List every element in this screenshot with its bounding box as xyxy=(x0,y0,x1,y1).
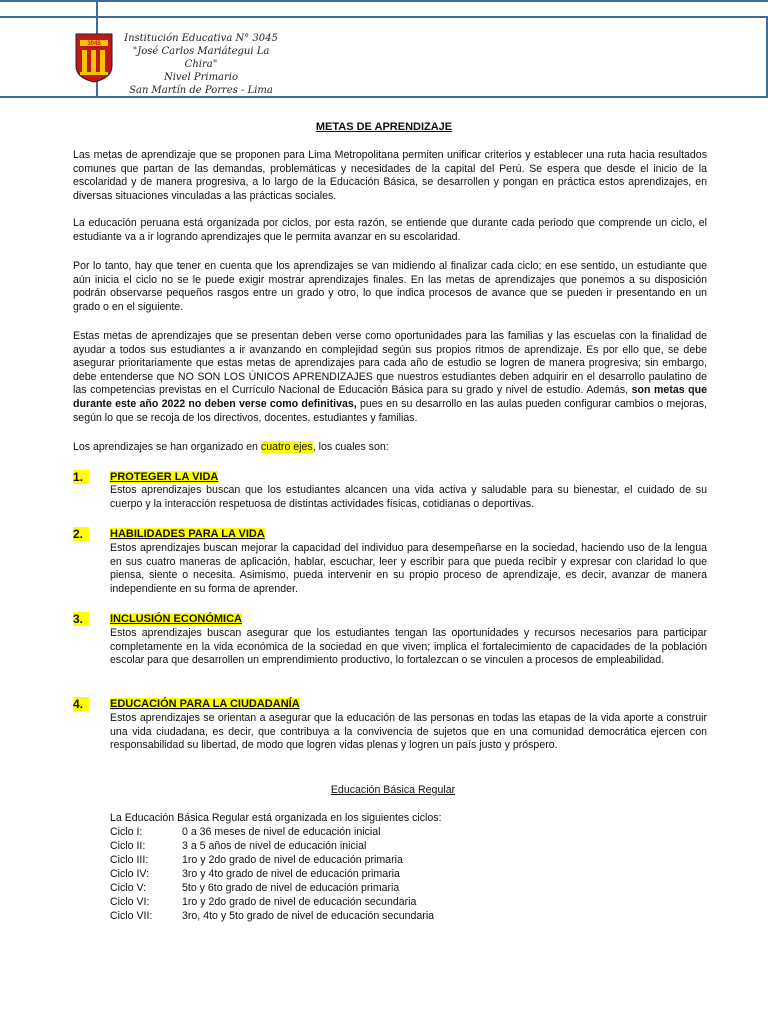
section-2-body: Estos aprendizajes buscan mejorar la capacidad del individuo para desempeñarse en la sociedad, haciendo uso de la lengua en sus cuatro maneras de aplicación, hablar, escuchar, leer y escribir para que pueda recibir y expresar con claridad lo que piensa, siente o necesita. Asimismo, pueda intervenir en su propio proceso de aprendizaje, es decir, avanzar de manera independiente en su forma de aprender. xyxy=(110,542,707,595)
list-item xyxy=(110,895,434,909)
ciclo-desc: 1ro y 2do grado de nivel de educación secundaria xyxy=(182,896,417,908)
logo-number: 3045 xyxy=(87,41,101,47)
ciclo-name: Ciclo VII: xyxy=(110,910,153,922)
ciclo-desc: 3ro y 4to grado de nivel de educación primaria xyxy=(182,868,400,880)
section-1-body: Estos aprendizajes buscan que los estudiantes alcancen una vida activa y saludable para su bienestar, el cuidado de su cuerpo y la interacción respetuosa de distintas actividades físicas, cotidianas o deportivas. xyxy=(110,484,707,510)
paragraph-5-text-c: , los cuales son: xyxy=(312,441,389,453)
school-line-3: Nivel Primario xyxy=(163,72,239,83)
section-2-title: HABILIDADES PARA LA VIDA xyxy=(110,528,265,540)
paragraph-4-bold: son metas que durante este año 2022 no deben verse como definitivas, xyxy=(73,384,707,410)
document-header xyxy=(0,0,768,100)
ciclo-name: Ciclo I: xyxy=(110,826,143,838)
ciclo-desc: 0 a 36 meses de nivel de educación inicial xyxy=(182,826,381,838)
section-3-number: 3. xyxy=(73,612,89,626)
section-2-number: 2. xyxy=(73,527,89,541)
page-title: METAS DE APRENDIZAJE xyxy=(315,121,453,133)
section-4-body: Estos aprendizajes se orientan a asegurar que la educación de las personas en todas las etapas de la vida aporte a construir una vida ciudadana, es decir, que contribuya a la convivencia de sujetos que en una comunidad democrática ejercen con responsabilidad su libertad, de modo que logren vidas plenas y logren un país justo y próspero. xyxy=(110,712,707,752)
ciclo-name: Ciclo IV: xyxy=(110,868,150,880)
section-3-body: Estos aprendizajes buscan asegurar que los estudiantes tengan las oportunidades y recursos necesarios para participar completamente en la vida económica de la sociedad en que viven; implica el fortalecimiento de capacidades de la población escolar para que desarrollen un emprendimiento productivo, lo fortalezcan o se vinculen a procesos de empleabilidad. xyxy=(110,627,707,667)
section-4-title: EDUCACIÓN PARA LA CIUDADANÍA xyxy=(110,698,300,710)
paragraph-2: La educación peruana está organizada por ciclos, por esta razón, se entiende que durante cada periodo que comprende un ciclo, el estudiante va a ir logrando aprendizajes que le permita avanzar en su escolaridad. xyxy=(73,217,707,243)
school-name-block xyxy=(116,32,286,97)
ciclos-list xyxy=(110,825,434,923)
header-border-mid xyxy=(0,16,768,18)
section-3-title: INCLUSIÓN ECONÓMICA xyxy=(110,613,242,625)
section-4-number: 4. xyxy=(73,697,89,711)
list-item xyxy=(110,867,434,881)
school-line-2: "José Carlos Mariátegui La Chira" xyxy=(132,46,270,70)
school-line-4: San Martín de Porres - Lima xyxy=(129,85,273,96)
ciclo-name: Ciclo V: xyxy=(110,882,147,894)
school-logo-icon xyxy=(74,32,114,84)
list-item xyxy=(110,853,434,867)
paragraph-5-highlight: cuatro ejes xyxy=(260,441,313,453)
ciclo-desc: 3 a 5 años de nivel de educación inicial xyxy=(182,840,367,852)
school-line-1: Institución Educativa N° 3045 xyxy=(124,33,278,44)
ciclo-name: Ciclo II: xyxy=(110,840,146,852)
header-border-top xyxy=(0,0,768,2)
ciclo-desc: 5to y 6to grado de nivel de educación primaria xyxy=(182,882,400,894)
list-item xyxy=(110,825,434,839)
list-item xyxy=(110,909,434,923)
ciclo-desc: 3ro, 4to y 5to grado de nivel de educación secundaria xyxy=(182,910,435,922)
paragraph-4 xyxy=(73,330,707,425)
paragraph-3: Por lo tanto, hay que tener en cuenta que los aprendizajes se van midiendo al finalizar cada ciclo; en ese sentido, un estudiante que aún inicia el ciclo no se le puede exigir mostrar aprendizajes finales. En las metas de aprendizajes que ponemos a su disposición podrán observarse pequeños rasgos entre un grado y otro, lo que indica procesos de avance que se pueden ir presentando en un grado o en el siguiente. xyxy=(73,260,707,313)
ciclo-name: Ciclo VI: xyxy=(110,896,150,908)
ciclo-desc: 1ro y 2do grado de nivel de educación primaria xyxy=(182,854,403,866)
ciclo-name: Ciclo III: xyxy=(110,854,149,866)
ebr-intro: La Educación Básica Regular está organizada en los siguientes ciclos: xyxy=(110,812,442,824)
paragraph-5 xyxy=(73,441,707,455)
ebr-title: Educación Básica Regular xyxy=(330,784,456,796)
paragraph-4-text-c: pues en su desarrollo en las aulas pueden configurar cambios o mejoras, según lo que se recoja de los directivos, docentes, estudiantes y familias. xyxy=(73,397,708,424)
list-item xyxy=(110,881,434,895)
paragraph-1: Las metas de aprendizaje que se proponen para Lima Metropolitana permiten unificar criterios y establecer una ruta hacia resultados comunes que partan de las demandas, problemáticas y necesidades de la capital del Perú. Se espera que desde el inicio de la escolaridad y de manera progresiva, a lo largo de la Educación Básica, se desarrollen y pongan en práctica estos aprendizajes, en diversas situaciones vinculadas a las prácticas sociales. xyxy=(73,149,707,202)
list-item xyxy=(110,839,434,853)
section-1-title: PROTEGER LA VIDA xyxy=(110,471,219,483)
paragraph-5-text-a: Los aprendizajes se han organizado en xyxy=(73,441,261,453)
paragraph-4-text-a: Estas metas de aprendizajes que se presentan deben verse como oportunidades para las familias y las escuelas con la finalidad de ayudar a todos sus estudiantes a ir avanzando en complejidad según sus propios ritmos de aprendizaje. Es por ello que, se debe asegurar prioritariamente que estas metas de aprendizajes para cada año de estudio se logren de manera progresiva; sin embargo, debe entenderse que NO SON LOS ÚNICOS APRENDIZAJES que nuestros estudiantes deben adquirir en el desarrollo paulatino de las competencias previstas en el Currículo Nacional de Educación Básica para su grado y nivel de estudio. Además, xyxy=(73,330,707,397)
section-1-number: 1. xyxy=(73,470,89,484)
